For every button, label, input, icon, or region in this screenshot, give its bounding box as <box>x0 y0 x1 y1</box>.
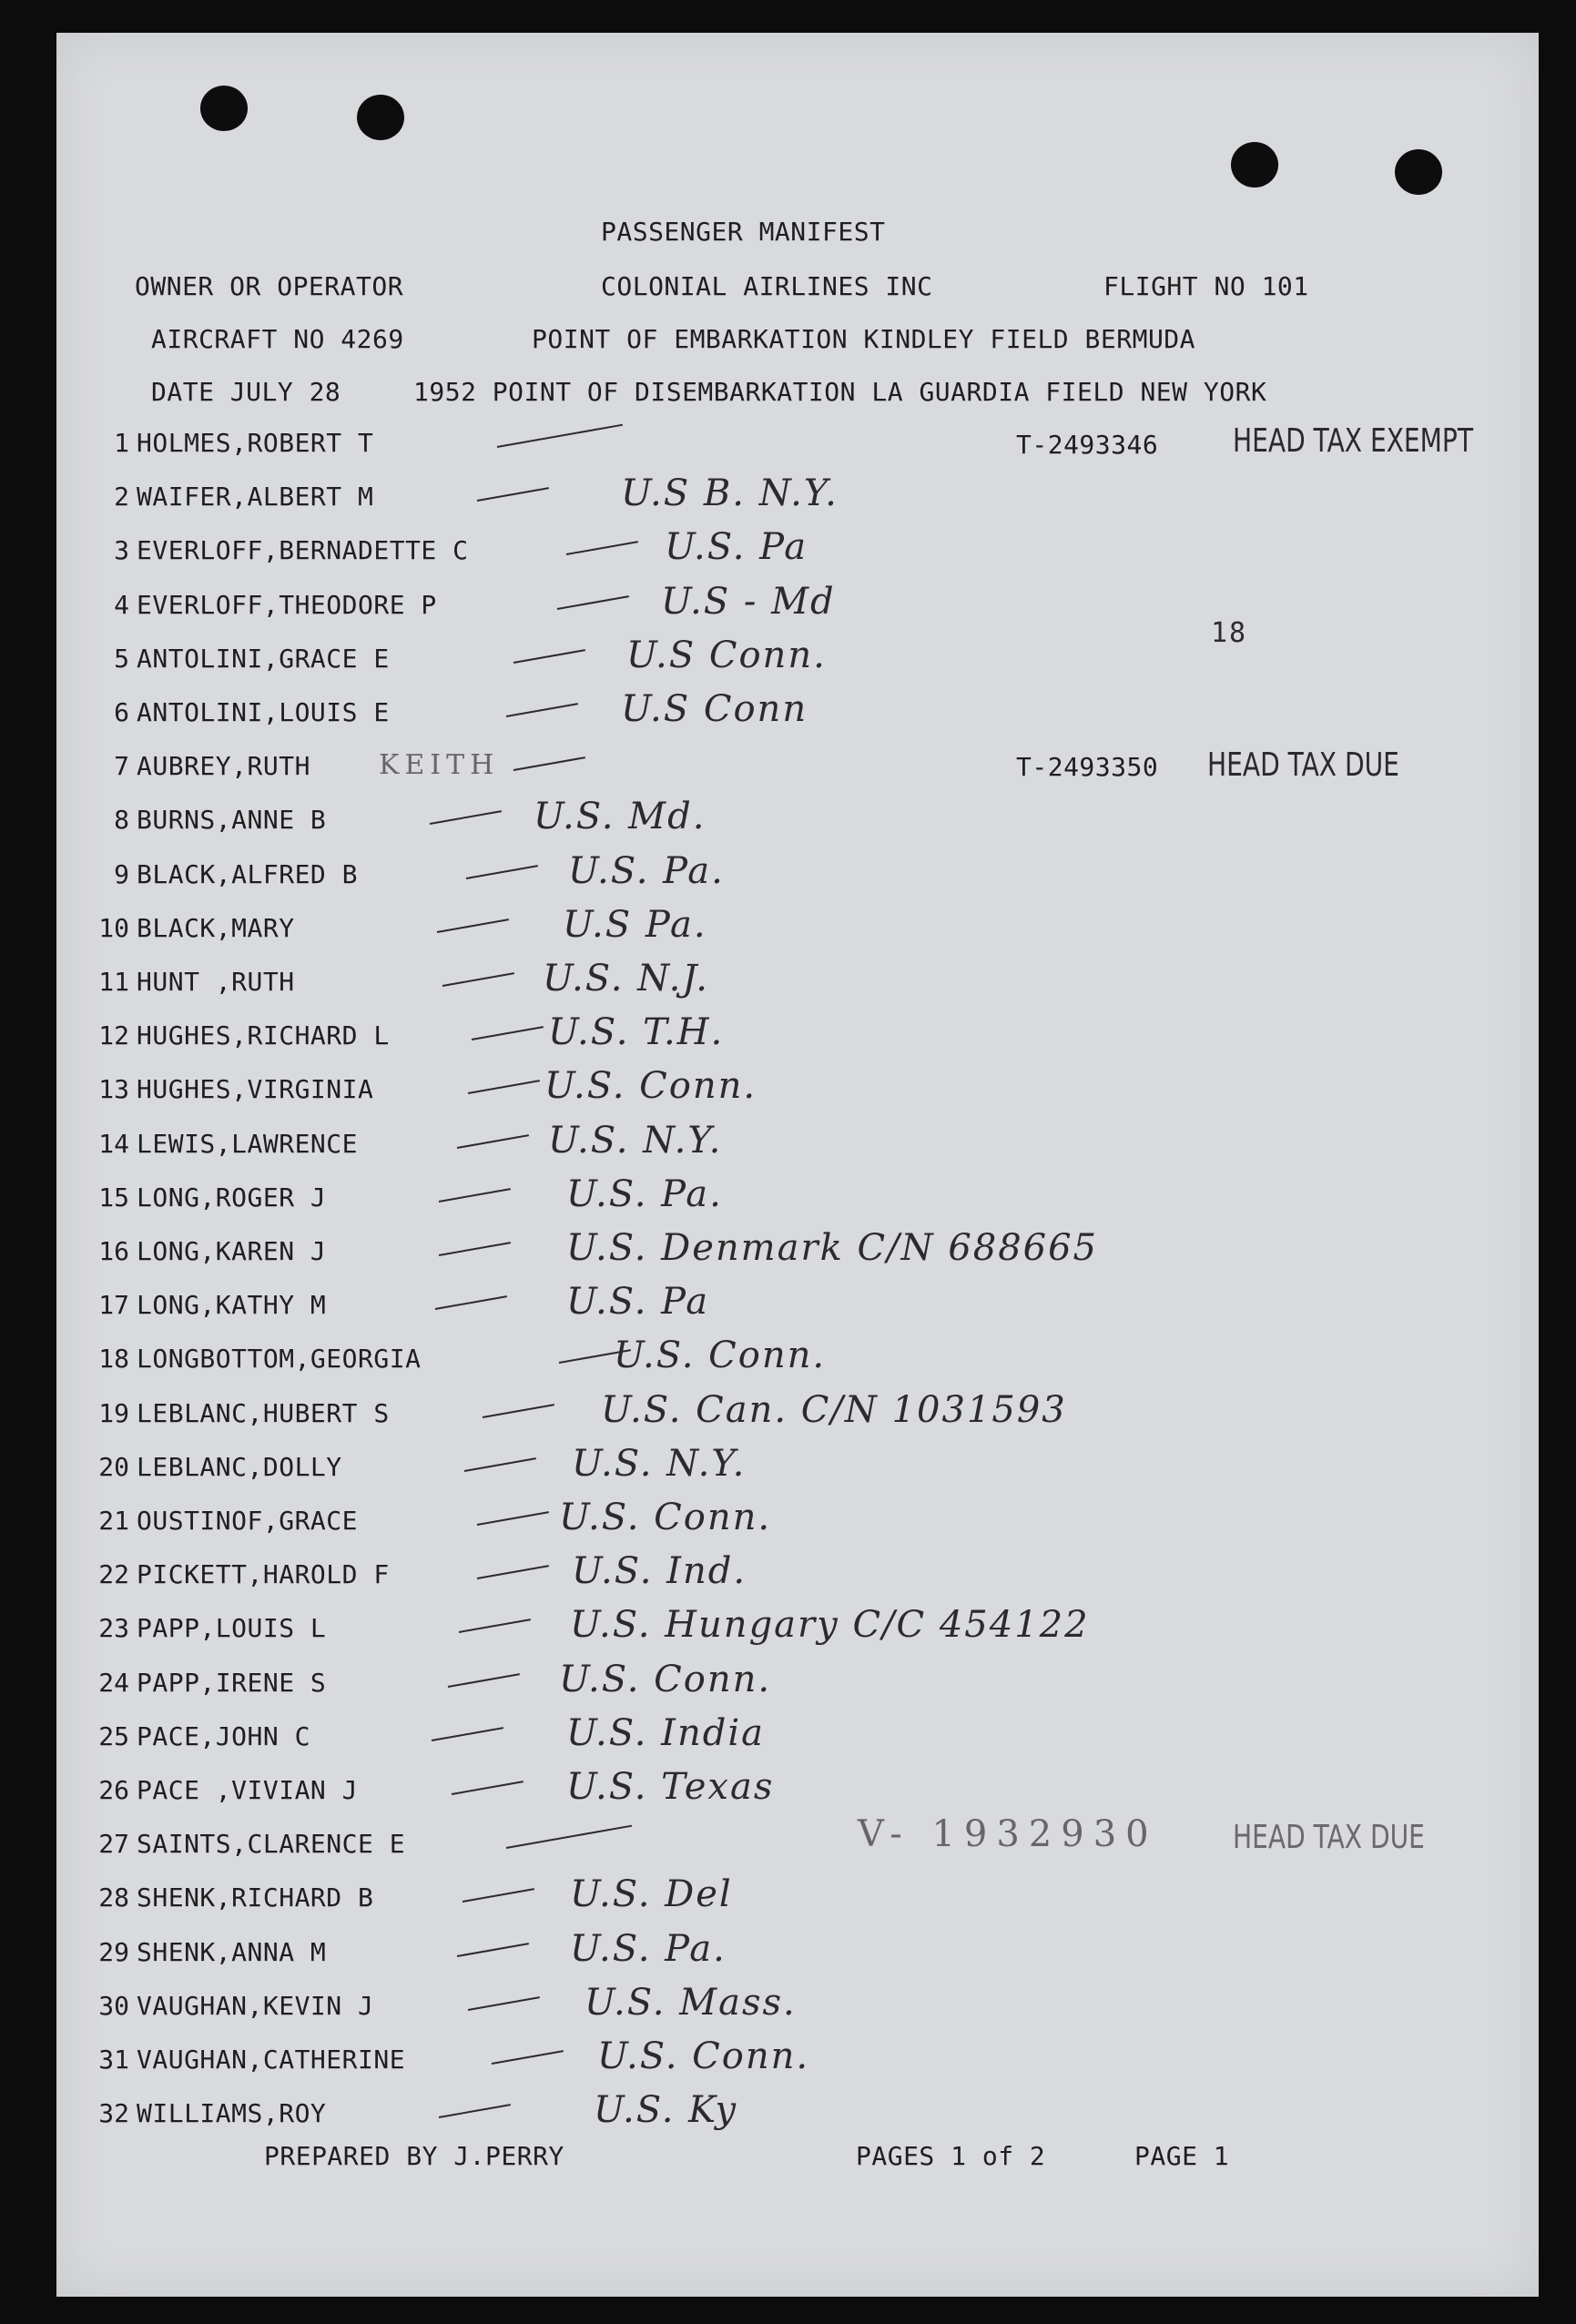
table-row <box>56 1873 1539 1919</box>
passenger-number: 13 <box>98 1074 129 1105</box>
citizenship-note: U.S. Ky <box>594 2089 738 2132</box>
check-mark <box>430 811 502 826</box>
passenger-name: VAUGHAN,CATHERINE <box>137 2045 406 2075</box>
check-mark <box>457 1134 529 1149</box>
punch-hole <box>200 86 248 131</box>
table-row <box>56 1119 1539 1165</box>
check-mark <box>566 542 638 556</box>
passenger-name: ANTOLINI,GRACE E <box>137 643 390 674</box>
check-mark <box>483 1404 554 1418</box>
check-mark <box>459 1619 531 1634</box>
passenger-number: 3 <box>114 535 129 566</box>
table-row <box>56 1766 1539 1812</box>
check-mark <box>506 1825 632 1849</box>
flight-date: DATE JULY 28 <box>151 377 341 407</box>
passenger-name: HOLMES,ROBERT T <box>137 428 374 458</box>
check-mark <box>468 1081 540 1095</box>
check-mark <box>472 1026 544 1040</box>
passenger-name: EVERLOFF,THEODORE P <box>137 589 437 620</box>
table-row <box>56 1065 1539 1111</box>
check-mark <box>435 1295 507 1310</box>
passenger-number: 7 <box>114 751 129 782</box>
head-tax-exempt-stamp: HEAD TAX EXEMPT <box>1233 422 1473 460</box>
passenger-number: 16 <box>98 1236 129 1266</box>
table-row <box>56 1550 1539 1596</box>
citizenship-note: U.S Conn. <box>626 634 827 676</box>
ticket-number-7: T-2493350 <box>1016 752 1159 782</box>
head-tax-due-stamp-27: HEAD TAX DUE <box>1233 1819 1425 1856</box>
passenger-name: PACE,JOHN C <box>137 1720 310 1751</box>
passenger-name: SHENK,ANNA M <box>137 1936 327 1967</box>
citizenship-note: U.S B. N.Y. <box>621 472 839 515</box>
table-row <box>56 1604 1539 1649</box>
check-mark <box>513 756 585 771</box>
table-row <box>56 849 1539 896</box>
passenger-name: EVERLOFF,BERNADETTE C <box>137 535 469 566</box>
check-mark <box>492 2050 564 2065</box>
passenger-name: SHENK,RICHARD B <box>137 1883 374 1913</box>
table-row <box>56 2089 1539 2135</box>
citizenship-note: U.S. Conn. <box>544 1065 757 1108</box>
table-row <box>56 1281 1539 1326</box>
citizenship-note: KEITH <box>379 749 500 782</box>
punch-hole <box>357 95 404 140</box>
passenger-number: 5 <box>114 643 129 674</box>
citizenship-note: U.S. Texas <box>566 1766 775 1808</box>
table-row <box>56 1711 1539 1758</box>
owner-label: OWNER OR OPERATOR <box>135 271 404 301</box>
citizenship-note: U.S. Del <box>570 1873 733 1916</box>
passenger-count: 18 <box>1211 617 1248 649</box>
table-row <box>56 1442 1539 1488</box>
passenger-number: 31 <box>98 2045 129 2075</box>
check-mark <box>439 1188 511 1203</box>
check-mark <box>463 1889 534 1903</box>
manifest-page <box>56 33 1539 2297</box>
citizenship-note: U.S - Md <box>661 580 836 623</box>
citizenship-note: U.S. T.H. <box>548 1011 725 1054</box>
aircraft-number: AIRCRAFT NO 4269 <box>151 324 404 354</box>
table-row <box>56 2035 1539 2081</box>
table-row <box>56 688 1539 734</box>
page-number: PAGE 1 <box>1134 2141 1230 2171</box>
passenger-number: 21 <box>98 1506 129 1536</box>
disembarkation-point: 1952 POINT OF DISEMBARKATION LA GUARDIA FIELD NEW YORK <box>413 377 1267 407</box>
passenger-number: 12 <box>98 1020 129 1051</box>
passenger-name: BURNS,ANNE B <box>137 805 327 836</box>
manifest-title: PASSENGER MANIFEST <box>601 217 886 247</box>
passenger-number: 24 <box>98 1667 129 1698</box>
table-row <box>56 1011 1539 1057</box>
citizenship-note: U.S. Pa. <box>566 1172 723 1215</box>
citizenship-note: U.S Conn <box>621 688 808 730</box>
passenger-name: LEWIS,LAWRENCE <box>137 1128 359 1159</box>
citizenship-note: U.S Pa. <box>563 903 707 946</box>
citizenship-note: U.S. Pa <box>566 1281 710 1324</box>
passenger-number: 20 <box>98 1451 129 1482</box>
check-mark <box>557 595 629 610</box>
flight-number: FLIGHT NO 101 <box>1103 271 1309 301</box>
passenger-name: VAUGHAN,KEVIN J <box>137 1990 374 2021</box>
check-mark <box>466 865 538 879</box>
check-mark <box>477 487 549 502</box>
passenger-name: OUSTINOF,GRACE <box>137 1506 359 1536</box>
passenger-number: 14 <box>98 1128 129 1159</box>
passenger-name: PACE ,VIVIAN J <box>137 1775 359 1805</box>
passenger-number: 4 <box>114 589 129 620</box>
passenger-name: PAPP,IRENE S <box>137 1667 327 1698</box>
passenger-name: HUNT ,RUTH <box>137 967 295 997</box>
citizenship-note: U.S. Conn. <box>597 2035 810 2077</box>
table-row <box>56 903 1539 949</box>
passenger-number: 26 <box>98 1775 129 1805</box>
page-count: PAGES 1 of 2 <box>856 2141 1046 2171</box>
passenger-number: 32 <box>98 2098 129 2129</box>
table-row <box>56 1388 1539 1435</box>
passenger-number: 19 <box>98 1397 129 1428</box>
table-row <box>56 1172 1539 1219</box>
prepared-by: PREPARED BY J.PERRY <box>264 2141 564 2171</box>
table-row <box>56 1497 1539 1542</box>
check-mark <box>439 1242 511 1256</box>
passenger-number: 23 <box>98 1613 129 1644</box>
passenger-name: LONG,KATHY M <box>137 1290 327 1321</box>
passenger-name: LONG,KAREN J <box>137 1236 327 1266</box>
check-mark <box>468 1996 540 2011</box>
passenger-name: BLACK,ALFRED B <box>137 858 359 889</box>
check-mark <box>477 1511 549 1526</box>
check-mark <box>457 1943 529 1957</box>
passenger-name: LONG,ROGER J <box>137 1182 327 1213</box>
citizenship-note: U.S. Pa <box>665 526 808 569</box>
passenger-name: LEBLANC,DOLLY <box>137 1451 342 1482</box>
citizenship-note: U.S. Hungary C/C 454122 <box>570 1604 1090 1647</box>
citizenship-note: U.S. Pa. <box>570 1927 727 1970</box>
passenger-number: 9 <box>114 858 129 889</box>
table-row <box>56 1981 1539 2027</box>
citizenship-note: U.S. India <box>566 1711 765 1754</box>
embarkation-point: POINT OF EMBARKATION KINDLEY FIELD BERMUDA <box>532 324 1196 354</box>
citizenship-note: U.S. Conn. <box>614 1335 827 1377</box>
passenger-number: 15 <box>98 1182 129 1213</box>
table-row <box>56 526 1539 572</box>
passenger-number: 29 <box>98 1936 129 1967</box>
table-row <box>56 580 1539 626</box>
citizenship-note: U.S. Ind. <box>572 1550 747 1593</box>
passenger-number: 25 <box>98 1720 129 1751</box>
check-mark <box>448 1673 520 1688</box>
punch-hole <box>1231 142 1278 188</box>
passenger-name: PAPP,LOUIS L <box>137 1613 327 1644</box>
check-mark <box>497 424 623 448</box>
check-mark <box>439 2104 511 2118</box>
passenger-name: LONGBOTTOM,GEORGIA <box>137 1344 422 1375</box>
ticket-number-1: T-2493346 <box>1016 430 1159 460</box>
citizenship-note: U.S. N.Y. <box>548 1119 723 1162</box>
check-mark <box>437 918 509 933</box>
visa-number-27: V- 1932930 <box>858 1813 1158 1855</box>
citizenship-note: U.S. Conn. <box>559 1497 772 1538</box>
passenger-number: 8 <box>114 805 129 836</box>
table-row <box>56 1658 1539 1704</box>
passenger-number: 27 <box>98 1829 129 1860</box>
passenger-number: 17 <box>98 1290 129 1321</box>
passenger-number: 30 <box>98 1990 129 2021</box>
passenger-name: ANTOLINI,LOUIS E <box>137 697 390 727</box>
check-mark <box>477 1565 549 1579</box>
passenger-number: 6 <box>114 697 129 727</box>
head-tax-due-stamp-7: HEAD TAX DUE <box>1207 746 1399 784</box>
citizenship-note: U.S. Md. <box>534 796 707 838</box>
citizenship-note: U.S. N.Y. <box>572 1442 747 1485</box>
passenger-number: 22 <box>98 1559 129 1590</box>
passenger-number: 10 <box>98 912 129 943</box>
check-mark <box>513 649 585 664</box>
table-row <box>56 634 1539 680</box>
passenger-number: 1 <box>114 428 129 458</box>
table-row <box>56 1227 1539 1273</box>
citizenship-note: U.S. Mass. <box>585 1981 797 2024</box>
table-row <box>56 472 1539 518</box>
punch-hole <box>1395 149 1442 195</box>
passenger-name: HUGHES,VIRGINIA <box>137 1074 374 1105</box>
citizenship-note: U.S. Denmark C/N 688665 <box>566 1227 1099 1269</box>
passenger-number: 2 <box>114 482 129 512</box>
passenger-name: HUGHES,RICHARD L <box>137 1020 390 1051</box>
check-mark <box>452 1781 524 1795</box>
citizenship-note: U.S. Conn. <box>559 1658 772 1700</box>
table-row <box>56 796 1539 841</box>
citizenship-note: U.S. N.J. <box>543 958 709 1000</box>
check-mark <box>464 1457 536 1472</box>
passenger-name: WILLIAMS,ROY <box>137 2098 327 2129</box>
passenger-number: 28 <box>98 1883 129 1913</box>
citizenship-note: U.S. Pa. <box>568 849 725 892</box>
passenger-name: AUBREY,RUTH <box>137 751 310 782</box>
table-row <box>56 1335 1539 1380</box>
passenger-number: 11 <box>98 967 129 997</box>
owner-value: COLONIAL AIRLINES INC <box>601 271 933 301</box>
check-mark <box>432 1727 503 1741</box>
check-mark <box>442 972 514 987</box>
passenger-name: SAINTS,CLARENCE E <box>137 1829 406 1860</box>
table-row <box>56 1927 1539 1974</box>
check-mark <box>506 703 578 717</box>
passenger-number: 18 <box>98 1344 129 1375</box>
passenger-name: WAIFER,ALBERT M <box>137 482 374 512</box>
passenger-name: BLACK,MARY <box>137 912 295 943</box>
citizenship-note: U.S. Can. C/N 1031593 <box>601 1388 1067 1431</box>
table-row <box>56 958 1539 1003</box>
passenger-name: PICKETT,HAROLD F <box>137 1559 390 1590</box>
passenger-name: LEBLANC,HUBERT S <box>137 1397 390 1428</box>
